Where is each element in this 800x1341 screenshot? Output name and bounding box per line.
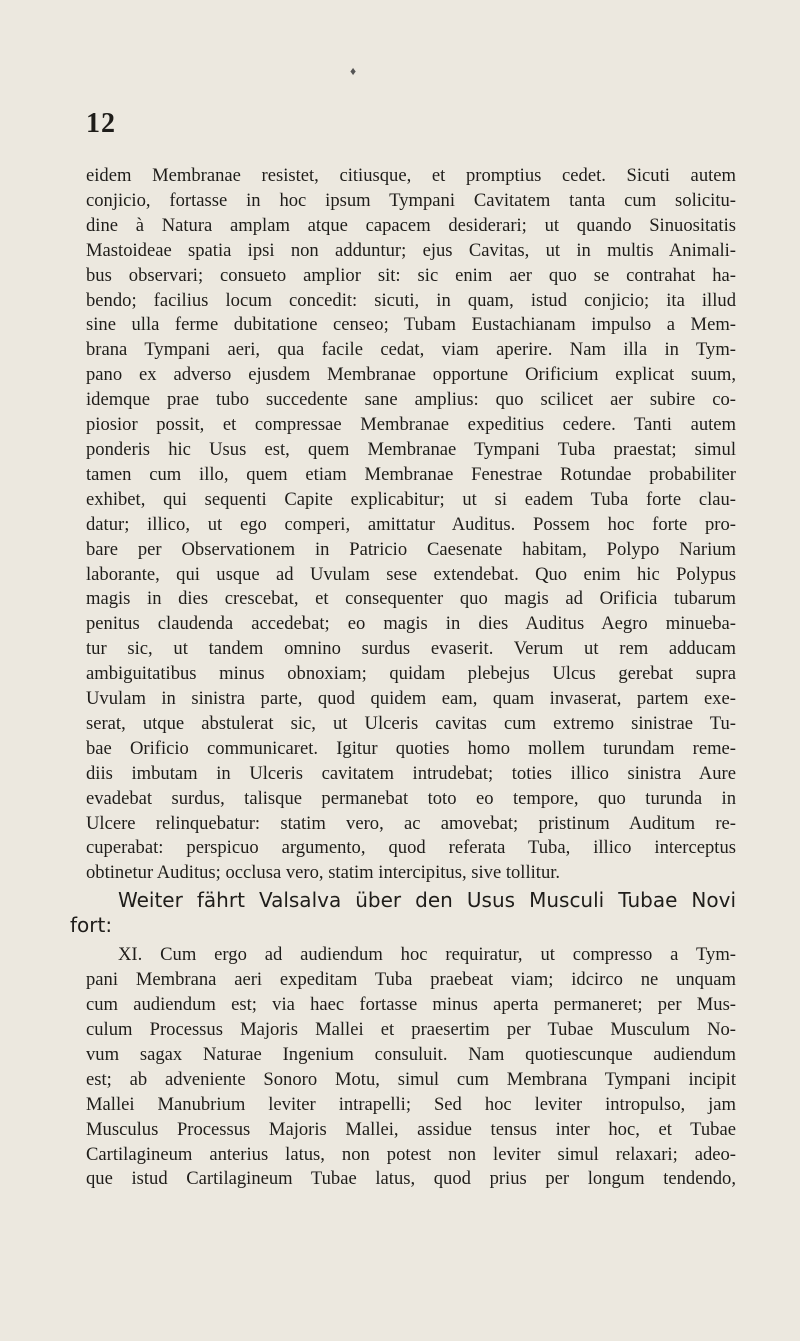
text-line: tur sic, ut tandem omnino surdus evaserit. Verum ut rem adducam <box>86 638 736 660</box>
text-line: serat, utque abstulerat sic, ut Ulceris cavitas cum extremo sinistrae Tu- <box>86 712 736 734</box>
text-line: sine ulla ferme dubitatione censeo; Tubam Eustachianam impulso a Mem- <box>86 314 736 336</box>
page-mark: ♦ <box>350 64 357 78</box>
text-line: evadebat surdus, talisque permanebat toto eo tempore, quo turunda in <box>86 787 736 809</box>
paragraph-1 <box>86 164 736 886</box>
text-line: tamen cum illo, quem etiam Membranae Fenestrae Rotundae probabiliter <box>86 463 736 485</box>
text-line: cum audiendum est; via haec fortasse minus aperta permaneret; per Mus- <box>86 994 736 1016</box>
paragraph-2 <box>86 943 736 1192</box>
page-number: 12 <box>86 108 116 139</box>
section-heading <box>70 888 736 938</box>
text-line: laborante, qui usque ad Uvulam sese extendebat. Quo enim hic Polypus <box>86 563 736 585</box>
text-line: XI. Cum ergo ad audiendum hoc requiratur, ut compresso a Tym- <box>118 944 736 966</box>
text-line: conjicio, fortasse in hoc ipsum Tympani Cavitatem tanta cum solicitu- <box>86 189 736 211</box>
text-line: idemque prae tubo succedente sane amplius: quo scilicet aer subire co- <box>86 389 736 411</box>
heading-line: fort: <box>70 913 113 938</box>
heading-line: Weiter fährt Valsalva über den Usus Musculi Tubae Novi <box>118 888 736 913</box>
text-line: brana Tympani aeri, qua facile cedat, viam aperire. Nam illa in Tym- <box>86 339 736 361</box>
text-line: Ulcere relinquebatur: statim vero, ac amovebat; pristinum Auditum re- <box>86 812 736 834</box>
text-line: bae Orificio communicaret. Igitur quoties homo mollem turundam reme- <box>86 737 736 759</box>
text-line: exhibet, qui sequenti Capite explicabitur; ut si eadem Tuba forte clau- <box>86 488 736 510</box>
text-line: vum sagax Naturae Ingenium consuluit. Nam quotiescunque audiendum <box>86 1043 736 1065</box>
text-line: Mastoideae spatia ipsi non adduntur; ejus Cavitas, ut in multis Animali- <box>86 239 736 261</box>
text-line: Uvulam in sinistra parte, quod quidem eam, quam invaserat, partem exe- <box>86 688 736 710</box>
text-line: Mallei Manubrium leviter intrapelli; Sed hoc leviter intropulso, jam <box>86 1093 736 1115</box>
text-line: Musculus Processus Majoris Mallei, assidue tensus inter hoc, et Tubae <box>86 1118 736 1140</box>
text-line: penitus claudenda accedebat; eo magis in dies Auditus Aegro minueba- <box>86 613 736 635</box>
text-line: dine à Natura amplam atque capacem desiderari; ut quando Sinuositatis <box>86 214 736 236</box>
text-line: pani Membrana aeri expeditam Tuba praebeat viam; idcirco ne unquam <box>86 969 736 991</box>
text-line: ponderis hic Usus est, quem Membranae Tympani Tuba praestat; simul <box>86 438 736 460</box>
text-line: eidem Membranae resistet, citiusque, et promptius cedet. Sicuti autem <box>86 165 736 186</box>
text-line: bare per Observationem in Patricio Caesenate habitam, Polypo Narium <box>86 538 736 560</box>
text-line: obtinetur Auditus; occlusa vero, statim intercipitus, sive tollitur. <box>86 862 561 884</box>
text-line: culum Processus Majoris Mallei et praesertim per Tubae Musculum No- <box>86 1019 736 1040</box>
text-line: est; ab adveniente Sonoro Motu, simul cum Membrana Tympani incipit <box>86 1068 736 1090</box>
text-line: magis in dies crescebat, et consequenter quo magis ad Orificia tubarum <box>86 588 736 610</box>
text-line: bendo; facilius locum concedit: sicuti, in quam, istud conjicio; ita illud <box>86 289 736 311</box>
text-line: que istud Cartilagineum Tubae latus, quod prius per longum tendendo, <box>86 1168 736 1190</box>
text-line: cuperabat: perspicuo argumento, quod referata Tuba, illico interceptus <box>86 837 736 859</box>
text-line: diis imbutam in Ulceris cavitatem intrudebat; toties illico sinistra Aure <box>86 762 736 784</box>
text-line: piosior possit, et compressae Membranae expeditius cedere. Tanti autem <box>86 414 736 436</box>
text-line: pano ex adverso ejusdem Membranae opportune Orificium explicat suum, <box>86 364 736 386</box>
text-line: bus observari; consueto amplior sit: sic enim aer quo se contrahat ha- <box>86 264 736 286</box>
text-line: ambiguitatibus minus obnoxiam; quidam plebejus Ulcus gerebat supra <box>86 663 736 685</box>
text-line: Cartilagineum anterius latus, non potest non leviter simul relaxari; adeo- <box>86 1143 736 1165</box>
text-line: datur; illico, ut ego comperi, amittatur Auditus. Possem hoc forte pro- <box>86 513 736 535</box>
body-text <box>70 164 736 1192</box>
